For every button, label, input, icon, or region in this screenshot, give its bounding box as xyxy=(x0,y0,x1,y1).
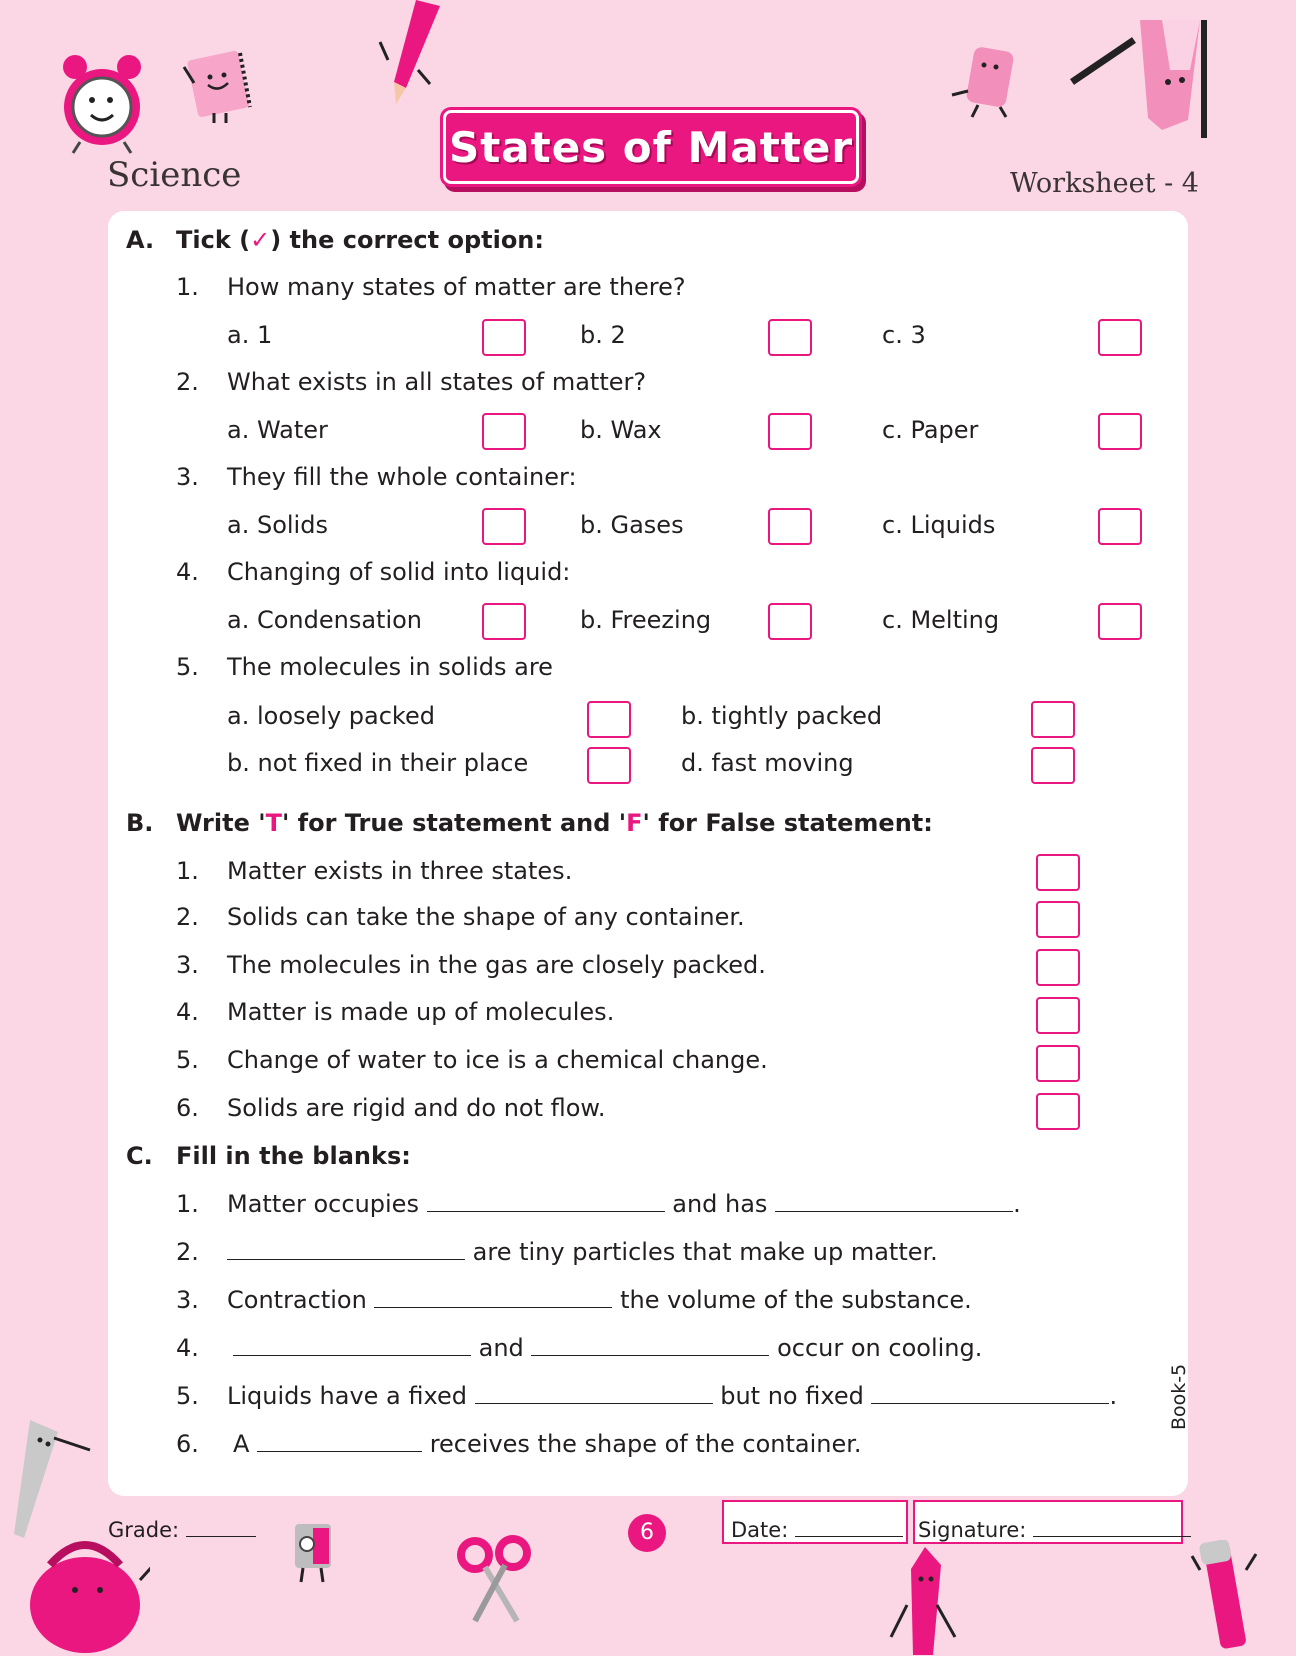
answer-blank[interactable] xyxy=(775,1189,1013,1212)
sentence-part: Matter occupies xyxy=(227,1190,419,1218)
sentence-part: but no fixed xyxy=(720,1382,864,1410)
statement-number: 5. xyxy=(176,1046,199,1074)
tick-icon: ✓ xyxy=(250,226,271,254)
true-false-box[interactable] xyxy=(1036,1045,1080,1082)
date-blank[interactable] xyxy=(795,1520,903,1537)
sentence-part: and xyxy=(478,1334,524,1362)
statement-number: 2. xyxy=(176,903,199,931)
section-c-letter: C. xyxy=(126,1142,153,1170)
question-number: 2. xyxy=(176,368,199,396)
true-false-box[interactable] xyxy=(1036,997,1080,1034)
option-label: b. 2 xyxy=(580,321,626,349)
pen-icon xyxy=(1190,1540,1270,1656)
option-label: c. Paper xyxy=(882,416,979,444)
answer-checkbox[interactable] xyxy=(587,747,631,784)
true-letter: T xyxy=(265,809,282,837)
section-b-heading xyxy=(176,808,933,838)
option-label: a. loosely packed xyxy=(227,702,435,730)
notepad-icon xyxy=(180,45,260,125)
answer-blank[interactable] xyxy=(233,1333,471,1356)
statement-number: 4. xyxy=(176,998,199,1026)
statement-text: The molecules in the gas are closely packed. xyxy=(227,951,766,979)
section-b-heading-part: ' for False statement: xyxy=(642,809,933,837)
signature-box xyxy=(913,1500,1183,1544)
true-false-box[interactable] xyxy=(1036,949,1080,986)
grade-field xyxy=(108,1518,256,1542)
answer-checkbox[interactable] xyxy=(1098,603,1142,640)
subject-label: Science xyxy=(107,155,242,195)
question-number: 5. xyxy=(176,653,199,681)
answer-checkbox[interactable] xyxy=(1098,413,1142,450)
scissors-icon xyxy=(455,1535,535,1625)
question-number: 1. xyxy=(176,273,199,301)
answer-blank[interactable] xyxy=(374,1285,612,1308)
option-label: b. not fixed in their place xyxy=(227,749,529,777)
false-letter: F xyxy=(626,809,643,837)
fill-blank-sentence xyxy=(233,1333,982,1363)
statement-number: 6. xyxy=(176,1094,199,1122)
section-b-heading-part: Write ' xyxy=(176,809,266,837)
option-label: c. 3 xyxy=(882,321,926,349)
answer-checkbox[interactable] xyxy=(1031,747,1075,784)
answer-blank[interactable] xyxy=(475,1381,713,1404)
fill-blank-sentence xyxy=(227,1285,972,1315)
true-false-box[interactable] xyxy=(1036,1093,1080,1130)
answer-checkbox[interactable] xyxy=(482,508,526,545)
sentence-part: Liquids have a fixed xyxy=(227,1382,467,1410)
sentence-part: A xyxy=(233,1430,250,1458)
pencil-icon xyxy=(378,0,448,110)
answer-checkbox[interactable] xyxy=(768,508,812,545)
answer-blank[interactable] xyxy=(531,1333,769,1356)
true-false-box[interactable] xyxy=(1036,854,1080,891)
crayon-icon xyxy=(885,1545,975,1656)
statement-number: 3. xyxy=(176,951,199,979)
option-label: a. 1 xyxy=(227,321,273,349)
sentence-part: . xyxy=(1013,1190,1021,1218)
sentence-part: . xyxy=(1109,1382,1118,1410)
answer-blank[interactable] xyxy=(257,1429,422,1452)
blank-number: 6. xyxy=(176,1430,199,1458)
option-label: d. fast moving xyxy=(681,749,854,777)
section-a-letter: A. xyxy=(126,226,155,254)
statement-text: Matter exists in three states. xyxy=(227,857,573,885)
question-number: 3. xyxy=(176,463,199,491)
blank-number: 4. xyxy=(176,1334,199,1362)
answer-checkbox[interactable] xyxy=(482,603,526,640)
fill-blank-sentence xyxy=(227,1237,938,1267)
pencil-character-icon xyxy=(1070,10,1220,140)
sharpener-icon xyxy=(285,1520,345,1590)
answer-checkbox[interactable] xyxy=(1098,508,1142,545)
section-b-letter: B. xyxy=(126,809,154,837)
question-number: 4. xyxy=(176,558,199,586)
answer-checkbox[interactable] xyxy=(768,603,812,640)
blank-number: 2. xyxy=(176,1238,199,1266)
sentence-part: occur on cooling. xyxy=(777,1334,983,1362)
answer-blank[interactable] xyxy=(427,1189,665,1212)
fill-blank-sentence xyxy=(233,1429,862,1459)
section-c-heading: Fill in the blanks: xyxy=(176,1142,411,1170)
statement-number: 1. xyxy=(176,857,199,885)
option-label: a. Solids xyxy=(227,511,328,539)
grade-label: Grade: xyxy=(108,1518,180,1542)
answer-checkbox[interactable] xyxy=(768,413,812,450)
worksheet-number: Worksheet - 4 xyxy=(1010,168,1199,199)
option-label: b. Wax xyxy=(580,416,662,444)
answer-blank[interactable] xyxy=(871,1381,1109,1404)
sentence-part: Contraction xyxy=(227,1286,367,1314)
question-text: How many states of matter are there? xyxy=(227,273,686,301)
statement-text: Matter is made up of molecules. xyxy=(227,998,615,1026)
option-label: c. Melting xyxy=(882,606,1000,634)
worksheet-title: States of Matter xyxy=(448,122,854,172)
blank-number: 1. xyxy=(176,1190,199,1218)
sentence-part: and has xyxy=(672,1190,768,1218)
answer-checkbox[interactable] xyxy=(482,319,526,356)
option-label: c. Liquids xyxy=(882,511,996,539)
grade-blank[interactable] xyxy=(186,1518,256,1537)
answer-checkbox[interactable] xyxy=(587,701,631,738)
alarm-clock-icon xyxy=(55,45,150,155)
book-label: Book-5 xyxy=(1168,1363,1190,1430)
fill-blank-sentence xyxy=(227,1189,1021,1219)
section-a-heading-post: ) the correct option: xyxy=(270,226,544,254)
question-text: The molecules in solids are xyxy=(227,653,553,681)
sentence-part: receives the shape of the container. xyxy=(429,1430,862,1458)
option-label: b. Gases xyxy=(580,511,684,539)
option-label: a. Condensation xyxy=(227,606,423,634)
signature-blank[interactable] xyxy=(1033,1520,1191,1537)
fill-blank-sentence xyxy=(227,1381,1117,1411)
statement-text: Change of water to ice is a chemical change. xyxy=(227,1046,768,1074)
date-label: Date: xyxy=(731,1518,789,1542)
answer-checkbox[interactable] xyxy=(768,319,812,356)
sentence-part: the volume of the substance. xyxy=(620,1286,972,1314)
question-text: What exists in all states of matter? xyxy=(227,368,647,396)
answer-blank[interactable] xyxy=(227,1237,465,1260)
option-label: b. Freezing xyxy=(580,606,712,634)
question-text: They fill the whole container: xyxy=(227,463,577,491)
blank-number: 3. xyxy=(176,1286,199,1314)
option-label: b. tightly packed xyxy=(681,702,883,730)
statement-text: Solids are rigid and do not flow. xyxy=(227,1094,606,1122)
date-box xyxy=(722,1500,908,1544)
page-number: 6 xyxy=(628,1514,666,1552)
section-a-heading-pre: Tick ( xyxy=(176,226,251,254)
answer-checkbox[interactable] xyxy=(1031,701,1075,738)
question-text: Changing of solid into liquid: xyxy=(227,558,571,586)
option-label: a. Water xyxy=(227,416,328,444)
answer-checkbox[interactable] xyxy=(482,413,526,450)
eraser-icon xyxy=(948,45,1028,120)
worksheet-title-banner xyxy=(443,110,859,184)
section-a-heading xyxy=(176,225,544,255)
section-b-heading-part: ' for True statement and ' xyxy=(281,809,627,837)
true-false-box[interactable] xyxy=(1036,901,1080,938)
sentence-part: are tiny particles that make up matter. xyxy=(472,1238,938,1266)
statement-text: Solids can take the shape of any container. xyxy=(227,903,745,931)
answer-checkbox[interactable] xyxy=(1098,319,1142,356)
signature-label: Signature: xyxy=(918,1518,1027,1542)
blank-number: 5. xyxy=(176,1382,199,1410)
